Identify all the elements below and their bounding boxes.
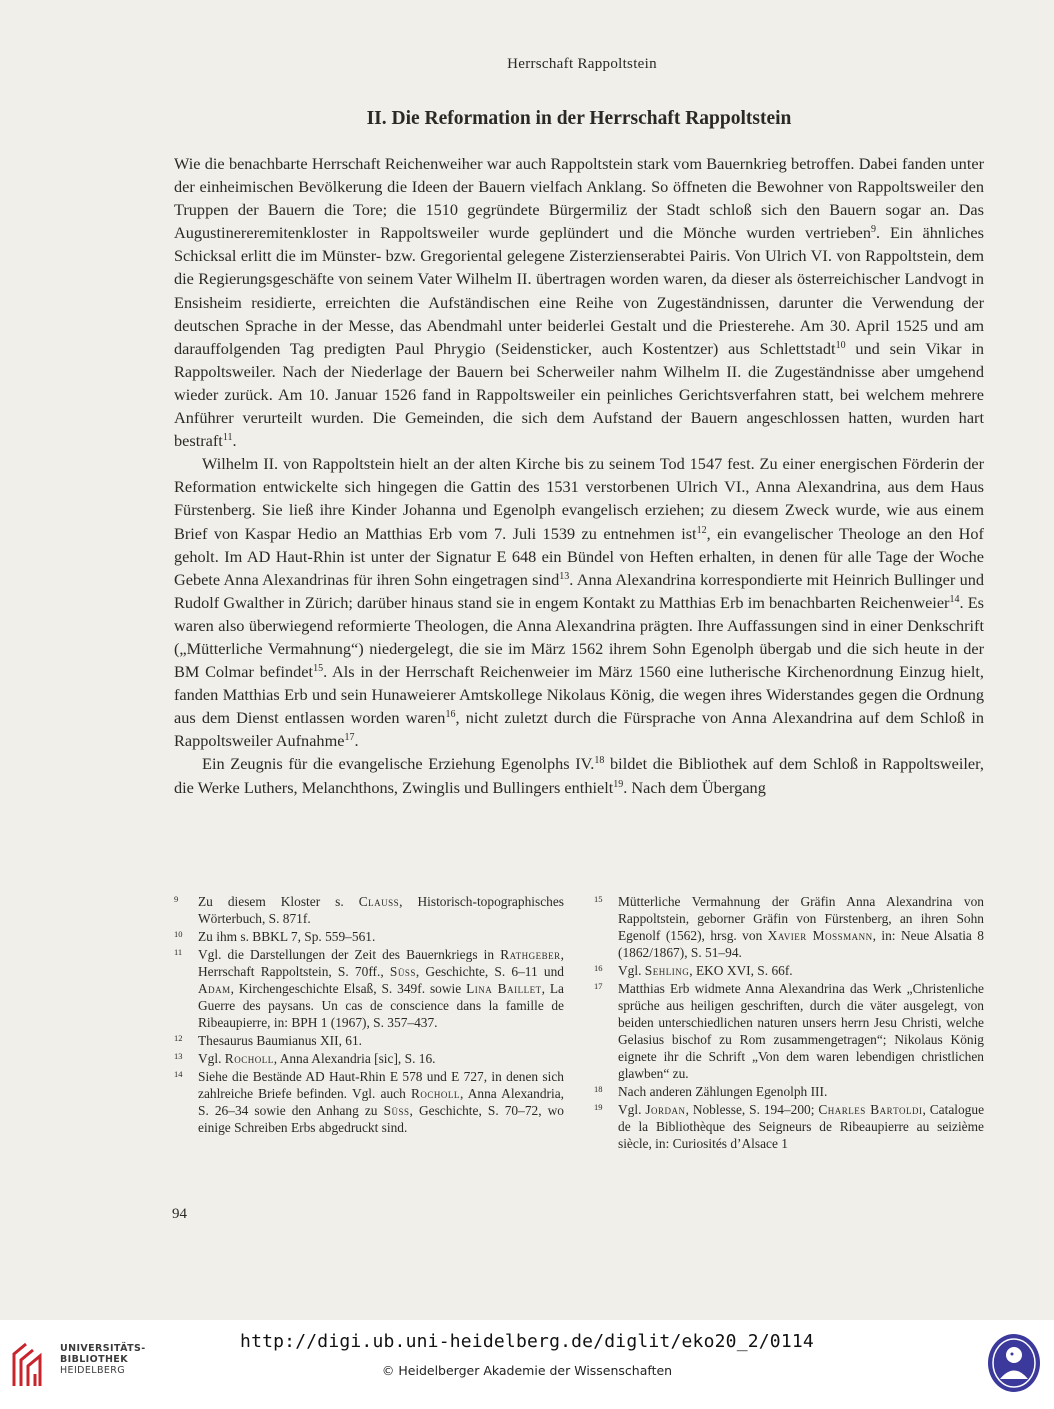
page-number: 94 xyxy=(172,1206,187,1222)
footnote-11: 11 Vgl. die Darstellungen der Zeit des Bauernkriegs in Rathgeber, Herrschaft Rappoltstein, S. 70ff., Süss, Geschichte, S. 6–11 und Adam, Kirchengeschichte Elsaß, S. 349f. sowie Lina Baillet, La Guerre des paysans. Un cas de conscience dans la famille de Ribeaupierre, in: BPH 1 (1967), S. 357–437. xyxy=(174,947,564,1030)
paragraph-1: Wie die benachbarte Herrschaft Reichenweiher war auch Rappoltstein stark vom Bauernkrieg betroffen. Dabei fanden unter der einheimischen Bevölkerung die Ideen der Bauern vielfach Anklang. So öffneten die Bewohner von Rappoltsweiler den Truppen der Bauern die Tore; die 1510 gegründete Bürgermiliz der Stadt schloß sich den Bauern sogar an. Das Augustinereremitenkloster in Rappoltsweiler wurde geplündert und die Mönche wurden vertrieben$^9$. Ein ähnliches Schicksal erlitt die im Münster- bzw. Gregoriental gelegene Zisterzienserabtei Pairis. Von Ulrich VI. von Rappoltstein, dem die Regierungsgeschäfte von seinem Vater Wilhelm II. übertragen worden waren, da dieser als österreichischer Landvogt in Ensisheim residierte, erreichten die Aufständischen eine Reihe von Zugeständnissen, darunter die Verwendung der deutschen Sprache in der Messe, das Abendmahl unter beiderlei Gestalt und die Priesterehe. Am 30. April 1525 und am darauffolgenden Tag predigten Paul Phrygio (Seidensticker, auch Kostentzer) aus Schlettstadt$^{10}$ und sein Vikar in Rappoltsweiler. Nach der Niederlage der Bauern bei Scherweiler nahm Wilhelm II. die Zugeständnisse aber umgehend wieder zurück. Am 10. Januar 1526 fand in Rappoltsweiler ein peinliches Gerichtsverfahren statt, bei welchem mehrere Anführer verurteilt wurden. Die Gemeinden, die sich dem Aufstand der Bauern angeschlossen hatten, wurden hart bestraft$^{11}$. xyxy=(174,154,984,451)
footnote-18: 18 Nach anderen Zählungen Egenolph III. xyxy=(594,1084,828,1099)
footnote-ref[interactable]: 13 xyxy=(559,570,570,582)
paragraph-2: Wilhelm II. von Rappoltstein hielt an der alten Kirche bis zu seinem Tod 1547 fest. Zu einer energischen Förderin der Reformation entwickelte sich hingegen die Gattin des 1531 verstorbenen Ulrich VI., Anna Alexandrina, aus dem Haus Fürstenberg. Sie ließ ihre Kinder Johanna und Egenolph evangelisch erziehen; zu diesem Zweck wurde, wie aus einem Brief von Kaspar Hedio an Matthias Erb vom 7. Juli 1539 zu entnehmen ist$^{12}$, ein evangelischer Theologe an den Hof geholt. Im AD Haut-Rhin ist unter der Signatur E 648 ein Bündel von Heften erhalten, in denen für alle Tage der Woche Gebete Anna Alexandrinas für ihren Sohn eingetragen sind$^{13}$. Anna Alexandrina korrespondierte mit Heinrich Bullinger und Rudolf Gwalther in Zürich; darüber hinaus stand sie in engem Kontakt zu Matthias Erb im benachbarten Reichenweier$^{14}$. Es waren also überwiegend reformierte Theologen, die Anna Alexandrina prägten. Ihre Auffassungen sind in einer Denkschrift („Mütterliche Vermahnung“) niedergelegt, die sie im März 1562 ihrem Sohn Egenolph übergab und die sich heute in der BM Colmar befindet$^{15}$. Als in der Herrschaft Reichenweier im März 1560 eine lutherische Kirchenordnung Einzug hielt, fanden Matthias Erb und sein Hunaweierer Amtskollege Nikolaus König, die wegen ihres Widerstandes gegen die Ordnung aus dem Dienst entlassen worden waren$^{16}$, nicht zuletzt durch die Fürsprache von Anna Alexandrina auf dem Schloß in Rappoltsweiler Aufnahme$^{17}$. xyxy=(174,454,984,751)
footnote-ref[interactable]: 17 xyxy=(344,732,355,744)
footnote-ref[interactable]: 18 xyxy=(594,755,605,767)
footnote-ref[interactable]: 19 xyxy=(613,778,624,790)
footnote-17: 17 Matthias Erb widmete Anna Alexandrina das Werk „Christenliche sprüche aus heiligen geschriften, durch die väter ausgelegt, von beiden unterschiedlichen naturen unsers herrn Jesu Christi, welche Gelasius bischof zu Rom zusammengetragen“; Nikolaus König eignete ihr die Schrift „Von dem waren lebendigen christlichen glawben“ zu. xyxy=(594,981,984,1081)
copyright-notice: © Heidelberger Akademie der Wissenschaften xyxy=(381,1363,673,1378)
chapter-title: II. Die Reformation in der Herrschaft Rappoltstein xyxy=(366,108,792,129)
body-text xyxy=(174,152,984,799)
footnote-10: 10 Zu ihm s. BBKL 7, Sp. 559–561. xyxy=(174,929,376,944)
digitization-footer xyxy=(0,1320,1054,1409)
permalink-url[interactable]: http://digi.ub.uni-heidelberg.de/diglit/eko20_2/0114 xyxy=(240,1331,814,1352)
footnote-9: 9 Zu diesem Kloster s. Clauss, Historisch-topographisches Wörterbuch, S. 871f. xyxy=(174,894,564,926)
footnote-ref[interactable]: 9 xyxy=(870,224,876,236)
footnote-19: 19 Vgl. Jordan, Noblesse, S. 194–200; Charles Bartoldi, Catalogue de la Bibliothèque des Seigneurs de Ribeaupierre au seizième siècle, in: Curiosités d’Alsace 1 xyxy=(594,1102,985,1151)
footnotes xyxy=(174,893,984,1153)
running-head: Herrschaft Rappoltstein xyxy=(507,56,657,72)
academy-seal-icon xyxy=(986,1332,1042,1394)
footnotes-right-column xyxy=(594,893,984,1153)
paragraph-3: Ein Zeugnis für die evangelische Erziehung Egenolphs IV.$^{18}$ bildet die Bibliothek auf dem Schloß in Rappoltsweiler, die Werke Luthers, Melanchthons, Zwinglis und Bullingers enthielt$^{19}$. Nach dem Übergang xyxy=(174,754,984,797)
library-name: UNIVERSITÄTS- BIBLIOTHEK HEIDELBERG xyxy=(60,1343,146,1376)
footnote-ref[interactable]: 15 xyxy=(313,663,324,675)
footnotes-left-column xyxy=(174,893,564,1153)
footnote-ref[interactable]: 11 xyxy=(222,432,233,444)
footnote-ref[interactable]: 10 xyxy=(835,339,846,351)
footnote-16: 16 Vgl. Sehling, EKO XVI, S. 66f. xyxy=(594,963,793,978)
footnote-13: 13 Vgl. Rocholl, Anna Alexandria [sic], S. 16. xyxy=(174,1051,436,1066)
footnote-ref[interactable]: 14 xyxy=(949,593,960,605)
footnote-ref[interactable]: 12 xyxy=(696,524,707,536)
footnote-15: 15 Mütterliche Vermahnung der Gräfin Anna Alexandrina von Rappoltstein, geborner Gräfin von Fürstenberg, an ihren Sohn Egenolf (1562), hrsg. von Xavier Mossmann, in: Neue Alsatia 8 (1862/1867), S. 51–94. xyxy=(594,894,984,960)
footnote-ref[interactable]: 16 xyxy=(445,709,456,721)
footnote-14: 14 Siehe die Bestände AD Haut-Rhin E 578 und E 727, in denen sich zahlreiche Briefe befinden. Vgl. auch Rocholl, Anna Alexandria, S. 26–34 sowie den Anhang zu Süss, Geschichte, S. 70–72, wo einige Schreiben Erbs abgedruckt sind. xyxy=(174,1069,564,1135)
footnote-12: 12 Thesaurus Baumianus XII, 61. xyxy=(174,1033,363,1048)
